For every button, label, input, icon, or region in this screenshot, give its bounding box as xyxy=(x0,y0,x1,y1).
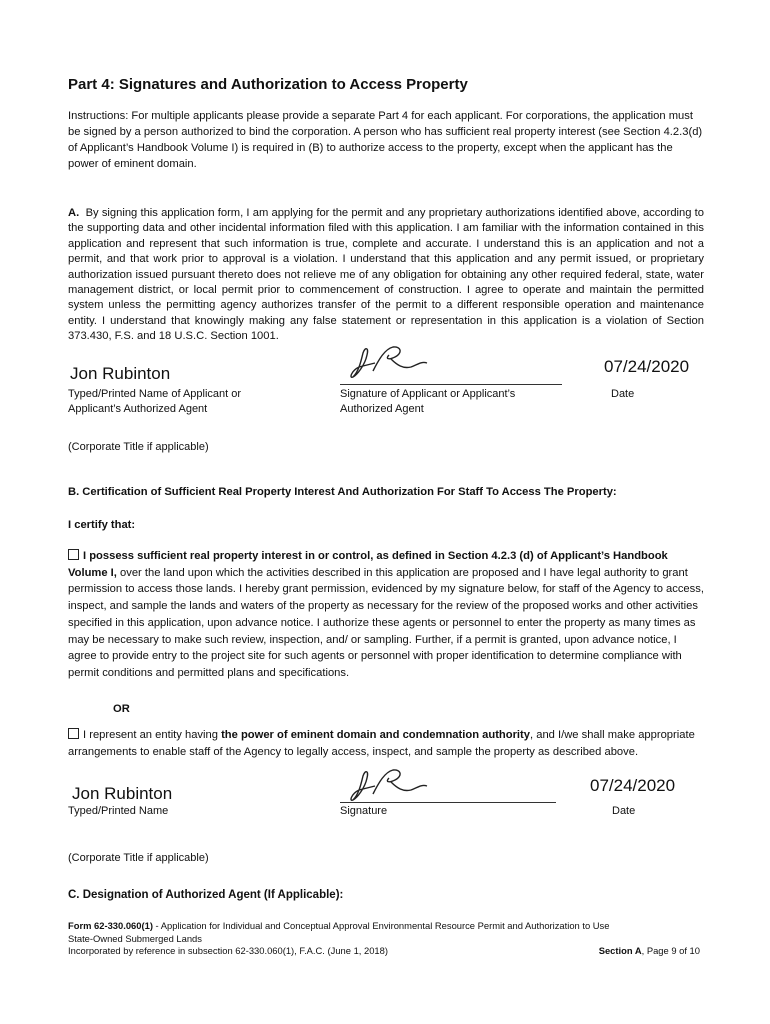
footer xyxy=(68,920,704,958)
date-label-b: Date xyxy=(612,805,636,817)
printed-name-field[interactable]: Jon Rubinton xyxy=(72,784,173,803)
footer-line-2: State-Owned Submerged Lands xyxy=(68,932,202,944)
eminent-domain-checkbox[interactable] xyxy=(68,728,79,739)
applicant-name-field[interactable]: Jon Rubinton xyxy=(70,364,171,383)
section-c-heading: C. Designation of Authorized Agent (If Applicable): xyxy=(68,889,344,901)
corporate-title-label: (Corporate Title if applicable) xyxy=(68,441,209,453)
form-number: Form 62-330.060(1) xyxy=(68,920,153,931)
footer-incorporated: Incorporated by reference in subsection 62-330.060(1), F.A.C. (June 1, 2018) xyxy=(68,945,388,956)
signature-label: Signature of Applicant or Applicant’s Authorized Agent xyxy=(340,388,516,415)
real-property-checkbox[interactable] xyxy=(68,549,79,560)
signature-label-b: Signature xyxy=(340,805,388,817)
corporate-title-label-b: (Corporate Title if applicable) xyxy=(68,852,209,864)
signature-line xyxy=(340,384,562,385)
section-a-text: By signing this application form, I am applying for the permit and any proprietary authorizations identified above, according to the supporting data and other incidental information filed with this application. I am familiar with the information contained in this application and represent that such information is true, complete and accurate. I understand this is an application and not a permit, and that work prior to approval is a violation. I understand that this application and any permit issued, or proprietary authorization issued pursuant thereto does not relieve me of any obligation for obtaining any other required federal, state, water management district, or local permit prior to commencement of construction. I agree to operate and maintain the permitted system unless the permitting agency authorizes transfer of the permit to a different responsible operation and maintenance entity. I understand that knowingly making any false statement or representation in this application is a violation of Section 373.430, F.S. and 18 U.S.C. Section 1001. xyxy=(68,207,704,343)
page-indicator: Section A, Page 9 of 10 xyxy=(598,945,700,956)
signature-line-b xyxy=(340,802,556,803)
section-a-letter: A. xyxy=(68,207,80,219)
applicant-signature xyxy=(345,341,435,383)
option-real-property: I possess sufficient real property interest in or control, as defined in Section 4.2.3 (d) of Applicant’s Handbook Volume I, over the land upon which the activities described in this application are proposed and I have legal authority to grant permission to access those lands. I hereby grant permission, evidenced by my signature below, for staff of the Agency to access, inspect, and sample the lands and waters of the property as necessary for the review of the proposed works and other activities specified in this application, upon advance notice. I authorize these agents or personnel to enter the property as many times as may be necessary to make such review, inspection, and/ or sampling. Further, if a permit is granted, upon advance notice, I agree to provide entry to the project site for such agents or personnel with proper identification to determine compliance with permit conditions and permitted plans and specifications. xyxy=(68,550,704,679)
option-eminent-domain: I represent an entity having the power of eminent domain and condemnation authority, and I/we shall make appropriate arrangements to enable staff of the Agency to legally access, inspect, and sample the property as described above. xyxy=(68,729,695,758)
name-label: Typed/Printed Name of Applicant or Applicant’s Authorized Agent xyxy=(68,388,242,415)
certify-label: I certify that: xyxy=(68,519,136,531)
date-field-b[interactable]: 07/24/2020 xyxy=(590,776,676,795)
instructions: Instructions: For multiple applicants please provide a separate Part 4 for each applicant. For corporations, the application must be signed by a person authorized to bind the corporation. A person who has sufficient real property interest (see Section 4.2.3(d) of Applicant’s Handbook Volume I) is required in (B) to authorize access to the property, except when the applicant has the power of eminent domain. xyxy=(68,110,703,170)
section-b-heading: B. Certification of Sufficient Real Property Interest And Authorization For Staff To Access The Property: xyxy=(68,486,617,498)
signature-date-field[interactable]: 07/24/2020 xyxy=(604,357,690,376)
signature-b xyxy=(345,764,435,806)
date-label: Date xyxy=(611,388,635,400)
form-description: - Application for Individual and Conceptual Approval Environmental Resource Permit and Authorization to Use xyxy=(152,920,610,931)
page-title: Part 4: Signatures and Authorization to Access Property xyxy=(68,76,468,93)
section-a-statement xyxy=(68,206,704,345)
or-label: OR xyxy=(113,703,130,715)
printed-name-label: Typed/Printed Name xyxy=(68,805,169,817)
